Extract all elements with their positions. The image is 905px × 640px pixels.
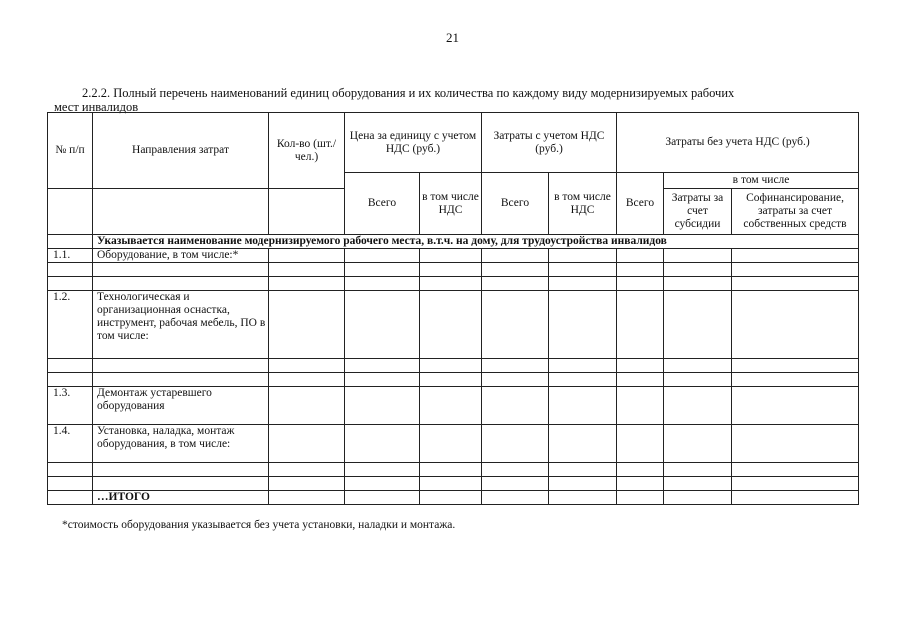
empty-cell bbox=[549, 491, 617, 505]
empty-cell bbox=[420, 277, 482, 291]
empty-cell bbox=[48, 359, 93, 373]
empty-cell bbox=[617, 463, 664, 477]
empty-cell bbox=[345, 491, 420, 505]
empty-cell bbox=[420, 263, 482, 277]
empty-cell bbox=[420, 359, 482, 373]
row-label: Оборудование, в том числе:* bbox=[93, 249, 269, 263]
empty-cell bbox=[732, 425, 859, 463]
empty-cell bbox=[549, 277, 617, 291]
row-number: 1.4. bbox=[48, 425, 93, 463]
empty-cell bbox=[345, 477, 420, 491]
empty-cell bbox=[664, 373, 732, 387]
empty-cell bbox=[93, 477, 269, 491]
empty-cell bbox=[732, 477, 859, 491]
empty-cell bbox=[420, 477, 482, 491]
empty-cell bbox=[549, 249, 617, 263]
cell bbox=[48, 235, 93, 249]
header-incl-vat: в том числе НДС bbox=[420, 173, 482, 235]
empty-cell bbox=[617, 359, 664, 373]
empty-cell bbox=[664, 463, 732, 477]
empty-cell bbox=[420, 373, 482, 387]
empty-cell bbox=[549, 263, 617, 277]
header-costs-with-vat: Затраты с учетом НДС (руб.) bbox=[482, 113, 617, 173]
empty-cell bbox=[269, 291, 345, 359]
total-label: …ИТОГО bbox=[93, 491, 269, 505]
empty-cell bbox=[617, 387, 664, 425]
empty-cell bbox=[345, 277, 420, 291]
empty-cell bbox=[664, 491, 732, 505]
empty-cell bbox=[664, 249, 732, 263]
empty-cell bbox=[482, 249, 549, 263]
empty-cell bbox=[732, 277, 859, 291]
footnote: *стоимость оборудования указывается без учета установки, наладки и монтажа. bbox=[62, 519, 456, 531]
empty-cell bbox=[617, 491, 664, 505]
empty-cell bbox=[549, 291, 617, 359]
empty-cell bbox=[48, 477, 93, 491]
empty-cell bbox=[345, 425, 420, 463]
empty-cell bbox=[549, 463, 617, 477]
empty-cell bbox=[93, 373, 269, 387]
row-number: 1.3. bbox=[48, 387, 93, 425]
empty-cell bbox=[732, 359, 859, 373]
empty-cell bbox=[420, 291, 482, 359]
empty-cell bbox=[732, 291, 859, 359]
empty-cell bbox=[420, 463, 482, 477]
empty-cell bbox=[48, 463, 93, 477]
heading-line-1: 2.2.2. Полный перечень наименований единиц оборудования и их количества по каждому виду модернизируемых рабочих bbox=[82, 86, 735, 100]
header-total: Всего bbox=[345, 173, 420, 235]
row-number: 1.1. bbox=[48, 249, 93, 263]
empty-cell bbox=[420, 387, 482, 425]
empty-cell bbox=[732, 387, 859, 425]
empty-cell bbox=[482, 359, 549, 373]
header-total: Всего bbox=[482, 173, 549, 235]
empty-cell bbox=[269, 491, 345, 505]
empty-cell bbox=[549, 477, 617, 491]
empty-cell bbox=[732, 249, 859, 263]
header-costs-without-vat: Затраты без учета НДС (руб.) bbox=[617, 113, 859, 173]
empty-cell bbox=[617, 263, 664, 277]
empty-cell bbox=[420, 425, 482, 463]
empty-cell bbox=[482, 491, 549, 505]
empty-cell bbox=[269, 359, 345, 373]
empty-cell bbox=[732, 373, 859, 387]
empty-cell bbox=[269, 463, 345, 477]
header-quantity-cont bbox=[269, 189, 345, 235]
header-subsidy: Затраты за счет субсидии bbox=[664, 189, 732, 235]
empty-cell bbox=[93, 359, 269, 373]
row-number: 1.2. bbox=[48, 291, 93, 359]
header-direction: Направления затрат bbox=[93, 113, 269, 189]
empty-cell bbox=[345, 359, 420, 373]
empty-cell bbox=[617, 425, 664, 463]
equipment-table bbox=[47, 112, 859, 505]
empty-cell bbox=[482, 277, 549, 291]
header-num-cont bbox=[48, 189, 93, 235]
empty-cell bbox=[269, 249, 345, 263]
empty-cell bbox=[48, 373, 93, 387]
empty-cell bbox=[93, 463, 269, 477]
row-label: Демонтаж устаревшего оборудования bbox=[93, 387, 269, 425]
empty-cell bbox=[732, 463, 859, 477]
empty-cell bbox=[482, 373, 549, 387]
empty-cell bbox=[617, 277, 664, 291]
empty-cell bbox=[664, 277, 732, 291]
section-heading bbox=[54, 86, 849, 114]
header-direction-cont bbox=[93, 189, 269, 235]
empty-cell bbox=[420, 249, 482, 263]
header-including: в том числе bbox=[664, 173, 859, 189]
header-cofinancing: Софинансирование, затраты за счет собственных средств bbox=[732, 189, 859, 235]
empty-cell bbox=[549, 425, 617, 463]
empty-cell bbox=[93, 263, 269, 277]
empty-cell bbox=[420, 491, 482, 505]
empty-cell bbox=[345, 263, 420, 277]
empty-cell bbox=[732, 263, 859, 277]
empty-cell bbox=[48, 491, 93, 505]
empty-cell bbox=[269, 387, 345, 425]
page-number: 21 bbox=[446, 30, 459, 45]
empty-cell bbox=[482, 425, 549, 463]
row-label: Технологическая и организационная оснастка, инструмент, рабочая мебель, ПО в том числе: bbox=[93, 291, 269, 359]
empty-cell bbox=[345, 463, 420, 477]
empty-cell bbox=[345, 291, 420, 359]
empty-cell bbox=[48, 277, 93, 291]
empty-cell bbox=[664, 359, 732, 373]
empty-cell bbox=[617, 477, 664, 491]
header-quantity: Кол-во (шт./чел.) bbox=[269, 113, 345, 189]
empty-cell bbox=[269, 277, 345, 291]
empty-cell bbox=[345, 249, 420, 263]
empty-cell bbox=[269, 373, 345, 387]
empty-cell bbox=[549, 387, 617, 425]
empty-cell bbox=[664, 263, 732, 277]
empty-cell bbox=[93, 277, 269, 291]
empty-cell bbox=[482, 463, 549, 477]
empty-cell bbox=[269, 263, 345, 277]
heading-line-2: мест инвалидов bbox=[54, 100, 139, 114]
empty-cell bbox=[482, 263, 549, 277]
empty-cell bbox=[549, 359, 617, 373]
empty-cell bbox=[345, 373, 420, 387]
header-incl-vat: в том числе НДС bbox=[549, 173, 617, 235]
empty-cell bbox=[482, 477, 549, 491]
section-title: Указывается наименование модернизируемого рабочего места, в.т.ч. на дому, для трудоустройства инвалидов bbox=[93, 235, 859, 249]
empty-cell bbox=[732, 491, 859, 505]
empty-cell bbox=[617, 291, 664, 359]
header-total: Всего bbox=[617, 173, 664, 235]
empty-cell bbox=[549, 373, 617, 387]
empty-cell bbox=[617, 373, 664, 387]
empty-cell bbox=[482, 291, 549, 359]
empty-cell bbox=[664, 477, 732, 491]
header-unit-price: Цена за единицу с учетом НДС (руб.) bbox=[345, 113, 482, 173]
empty-cell bbox=[345, 387, 420, 425]
empty-cell bbox=[48, 263, 93, 277]
empty-cell bbox=[269, 425, 345, 463]
empty-cell bbox=[617, 249, 664, 263]
empty-cell bbox=[664, 291, 732, 359]
row-label: Установка, наладка, монтаж оборудования, в том числе: bbox=[93, 425, 269, 463]
empty-cell bbox=[664, 387, 732, 425]
empty-cell bbox=[269, 477, 345, 491]
header-num: № п/п bbox=[48, 113, 93, 189]
empty-cell bbox=[664, 425, 732, 463]
empty-cell bbox=[482, 387, 549, 425]
